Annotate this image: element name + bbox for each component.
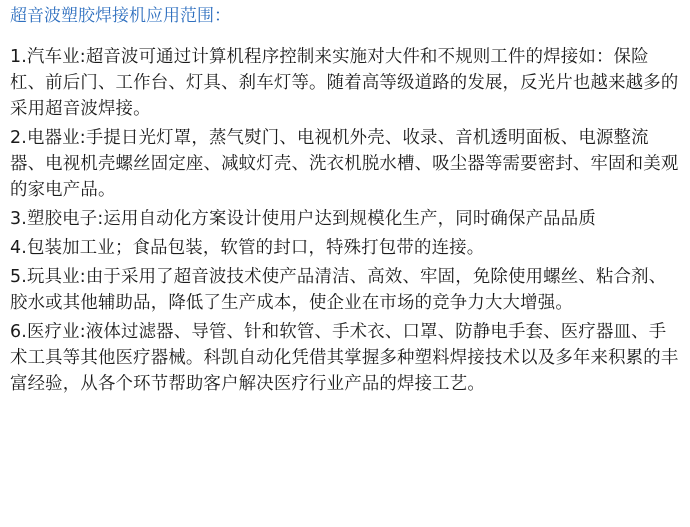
application-item-plastic-electronics: 3.塑胶电子:运用自动化方案设计使用户达到规模化生产，同时确保产品品质 [10, 209, 596, 229]
page-heading: 超音波塑胶焊接机应用范围： [10, 6, 231, 26]
application-item-packaging: 4.包装加工业；食品包装，软管的封口，特殊打包带的连接。 [10, 238, 485, 258]
application-item-electrical-appliances: 2.电器业:手提日光灯罩，蒸气熨门、电视机外壳、收录、音机透明面板、电源整流器、电视机壳螺丝固定座、减蚊灯壳、洗衣机脱水槽、吸尘器等需要密封、牢固和美观的家电产品。 [10, 128, 679, 200]
application-item-medical: 6.医疗业:液体过滤器、导管、针和软管、手术衣、口罩、防静电手套、医疗器皿、手术工具等其他医疗器械。科凯自动化凭借其掌握多种塑料焊接技术以及多年来积累的丰富经验，从各个环节帮助客户解决医疗行业产品的焊接工艺。 [10, 322, 679, 394]
application-item-toys: 5.玩具业:由于采用了超音波技术使产品清洁、高效、牢固，免除使用螺丝、粘合剂、胶水或其他辅助品，降低了生产成本，使企业在市场的竞争力大大增强。 [10, 267, 667, 313]
application-item-automotive: 1.汽车业:超音波可通过计算机程序控制来实施对大件和不规则工件的焊接如：保险杠、前后门、工作台、灯具、刹车灯等。随着高等级道路的发展，反光片也越来越多的采用超音波焊接。 [10, 47, 679, 119]
